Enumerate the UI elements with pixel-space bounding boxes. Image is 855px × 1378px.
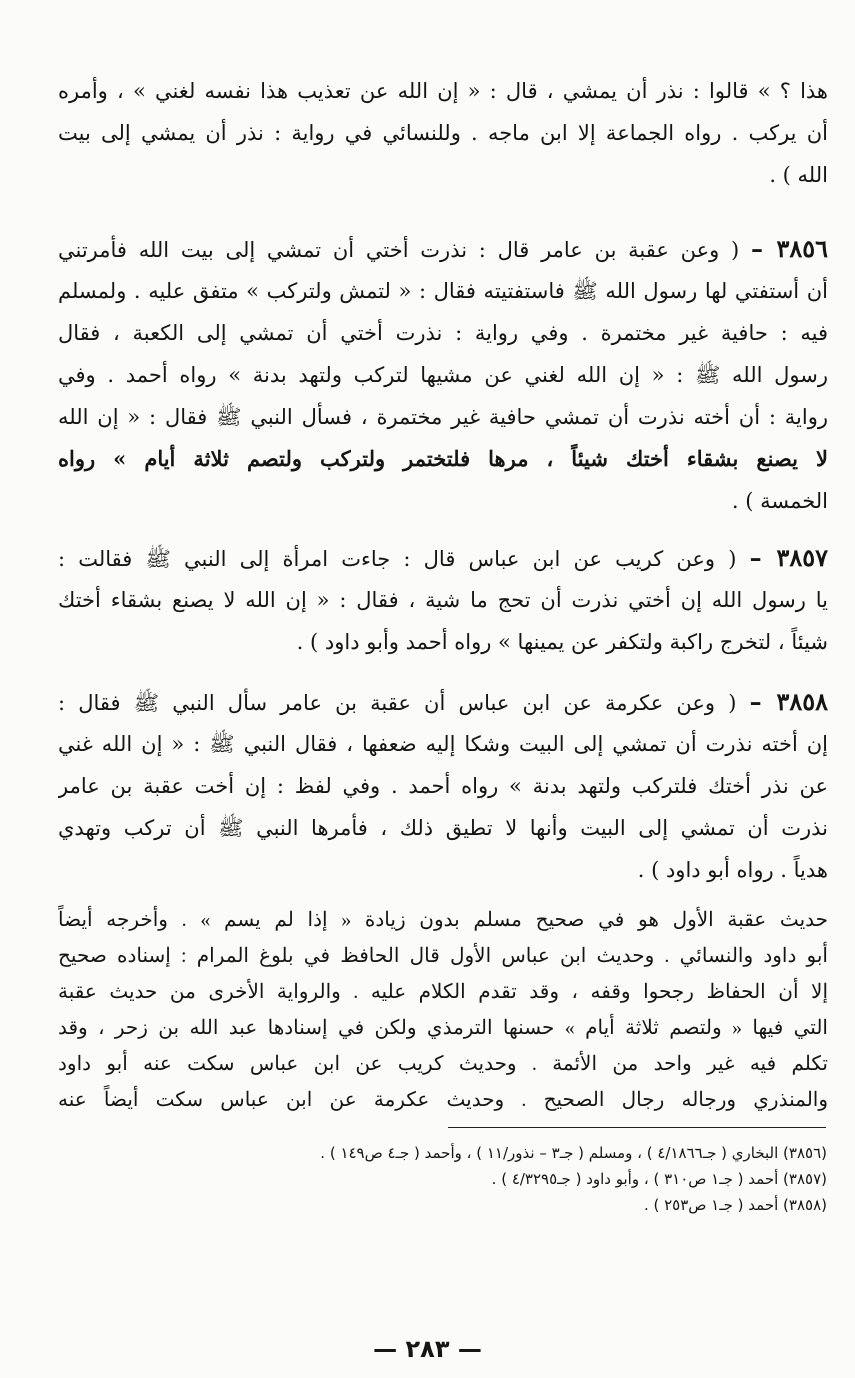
text-line: تكلم فيه غير واحد من الأئمة . وحديث كريب عن ابن عباس سكت عنه أبو داود (58, 1053, 828, 1075)
hadith-number: ٣٨٥٨ – (749, 687, 828, 716)
page-number: — ٢٨٣ — (373, 1335, 482, 1363)
text-line: لا يصنع بشقاء أختك شيئاً ، مرها فلتختمر ولتركب ولتصم ثلاثة أيام » رواه (58, 446, 828, 471)
text-line: الله ) . (769, 163, 828, 187)
text-line: التي فيها « ولتصم ثلاثة أيام » حسنها الترمذي ولكن في إسنادها عبد الله بن زحر ، وقد (58, 1017, 828, 1039)
text-line: نذرت أن تمشي إلى البيت وأنها لا تطيق ذلك ، فأمرها النبي ﷺ أن تركب وتهدي (58, 816, 828, 840)
text-segment: ( وعن كريب عن ابن عباس قال : جاءت امرأة إلى النبي ﷺ فقالت : (58, 547, 737, 571)
text-line: رواية : أن أخته نذرت أن تمشي حافية غير مختمرة ، فسأل النبي ﷺ فقال : « إن الله (58, 405, 828, 429)
text-line: أن يركب . رواه الجماعة إلا ابن ماجه . وللنسائي في رواية : نذر أن يمشي إلى بيت (58, 121, 828, 145)
hadith-first-line (58, 537, 828, 579)
text-line: رسول الله ﷺ : « إن الله لغني عن مشيها لتركب ولتهد بدنة » رواه أحمد . وفي (58, 363, 828, 387)
footnote: (٣٨٥٦) البخاري ( جـ٤/١٨٦٦ ) ، ومسلم ( جـ٣ – نذور/١١ ) ، وأحمد ( جـ٤ ص١٤٩ ) . (320, 1144, 827, 1162)
text-line: إلا أن الحفاظ رجحوا وقفه ، وقد تقدم الكلام عليه . والرواية الأخرى من حديث عقبة (58, 981, 828, 1003)
commentary-paragraph (58, 902, 828, 1118)
text-line: إن أخته نذرت أن تمشي إلى البيت وشكا إليه ضعفها ، فقال النبي ﷺ : « إن الله غني (58, 732, 828, 756)
footnote: (٣٨٥٧) أحمد ( جـ١ ص٣١٠ ) ، وأبو داود ( جـ٤/٣٢٩٥ ) . (491, 1170, 827, 1188)
hadith-number: ٣٨٥٧ – (749, 543, 828, 572)
hadith-first-line (58, 681, 828, 723)
text-line: هذا ؟ » قالوا : نذر أن يمشي ، قال : « إن الله عن تعذيب هذا نفسه لغني » ، وأمره (58, 79, 828, 103)
text-line: والمنذري ورجاله رجال الصحيح . وحديث عكرمة عن ابن عباس سكت أيضاً عنه (58, 1089, 828, 1111)
text-line: حديث عقبة الأول هو في صحيح مسلم بدون زيادة « إذا لم يسم » . وأخرجه أيضاً (58, 909, 828, 931)
text-line: شيئاً ، لتخرج راكبة ولتكفر عن يمينها » رواه أحمد وأبو داود ) . (296, 630, 828, 654)
text-segment: ( وعن عقبة بن عامر قال : نذرت أختي أن تمشي إلى بيت الله فأمرتني (58, 238, 740, 262)
text-line: يا رسول الله إن أختي نذرت أن تحج ما شية ، فقال : « إن الله لا يصنع بشقاء أختك (58, 588, 828, 612)
footnotes (47, 1140, 827, 1218)
footnote: (٣٨٥٨) أحمد ( جـ١ ص٢٥٣ ) . (643, 1196, 827, 1214)
text-line: أبو داود والنسائي . وحديث ابن عباس الأول قال الحافظ في بلوغ المرام : إسناده صحيح (58, 945, 828, 967)
text-line: عن نذر أختك فلتركب ولتهد بدنة » رواه أحمد . وفي لفظ : إن أخت عقبة بن عامر (58, 774, 828, 798)
hadith-3857 (58, 537, 828, 663)
text-line: الخمسة ) . (731, 489, 828, 513)
hadith-3856 (58, 228, 828, 522)
hadith-3858 (58, 681, 828, 891)
text-line: فيه : حافية غير مختمرة . وفي رواية : نذرت أختي أن تمشي إلى الكعبة ، فقال (58, 321, 828, 345)
footnote-divider (448, 1127, 826, 1128)
text-segment: ( وعن عكرمة عن ابن عباس أن عقبة بن عامر سأل النبي ﷺ فقال : (58, 691, 737, 715)
continuation-text (58, 70, 828, 196)
text-line: أن أستفتي لها رسول الله ﷺ فاستفتيته فقال : « لتمش ولتركب » متفق عليه . ولمسلم (58, 279, 828, 303)
text-line: هدياً . رواه أبو داود ) . (637, 858, 828, 882)
hadith-number: ٣٨٥٦ – (751, 234, 828, 263)
hadith-first-line (58, 228, 828, 270)
